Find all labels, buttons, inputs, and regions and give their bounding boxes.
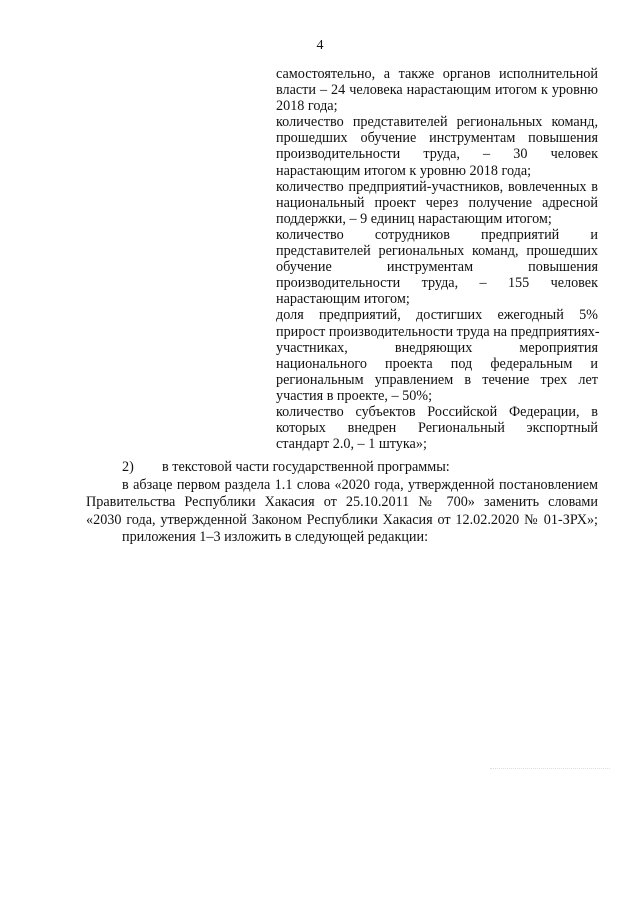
- list-item: [86, 459, 598, 477]
- text-line: национальный проект через получение адресной: [276, 194, 598, 211]
- item-number: 2): [122, 459, 134, 475]
- text-line: которых внедрен Региональный экспортный: [276, 420, 598, 437]
- text-line: самостоятельно, а также органов исполнительной: [276, 66, 598, 82]
- text-line: нарастающим итогом к уровню 2018 года;: [276, 162, 532, 179]
- text-line: количество предприятий-участников, вовлеченных в: [276, 178, 598, 195]
- text-line: представителей региональных команд, прошедших: [276, 243, 598, 260]
- text-line: производительности труда, – 155 человек: [276, 275, 598, 292]
- text-line: нарастающим итогом;: [276, 291, 410, 308]
- main-text: [86, 459, 598, 547]
- text-line: прирост производительности труда на предприятиях-: [276, 323, 600, 340]
- text-line: производительности труда, – 30 человек: [276, 146, 598, 163]
- text-line: участниках, внедряющих мероприятия: [276, 339, 598, 356]
- scan-artifact: [490, 768, 610, 779]
- text-line: количество представителей региональных команд,: [276, 114, 598, 131]
- paragraph-line: приложения 1–3 изложить в следующей редакции:: [122, 529, 429, 546]
- text-line: прошедших обучение инструментам повышения: [276, 130, 598, 147]
- text-line: количество сотрудников предприятий и: [276, 226, 598, 243]
- text-line: обучение инструментам повышения: [276, 259, 598, 276]
- text-line: доля предприятий, достигших ежегодный 5%: [276, 307, 598, 324]
- indicator-list: [276, 66, 598, 452]
- paragraph-line: в абзаце первом раздела 1.1 слова «2020 года, утвержденной постановлением: [122, 476, 598, 493]
- text-line: поддержки, – 9 единиц нарастающим итогом;: [276, 210, 552, 227]
- text-line: национального проекта под федеральным и: [276, 355, 598, 372]
- paragraph-line: «2030 года, утвержденной Законом Республики Хакасия от 12.02.2020 № 01-ЗРХ»;: [86, 511, 598, 528]
- text-line: стандарт 2.0, – 1 штука»;: [276, 436, 427, 453]
- text-line: количество субъектов Российской Федерации, в: [276, 403, 598, 420]
- text-line: региональным управлением в течение трех лет: [276, 371, 598, 388]
- paragraph-line: Правительства Республики Хакасия от 25.10.2011 № 700» заменить словами: [86, 494, 598, 511]
- item-text: в текстовой части государственной программы:: [162, 459, 450, 475]
- text-line: участия в проекте, – 50%;: [276, 387, 433, 404]
- text-line: 2018 года;: [276, 98, 338, 115]
- page-number: 4: [316, 38, 324, 53]
- text-line: власти – 24 человека нарастающим итогом к уровню: [276, 82, 598, 99]
